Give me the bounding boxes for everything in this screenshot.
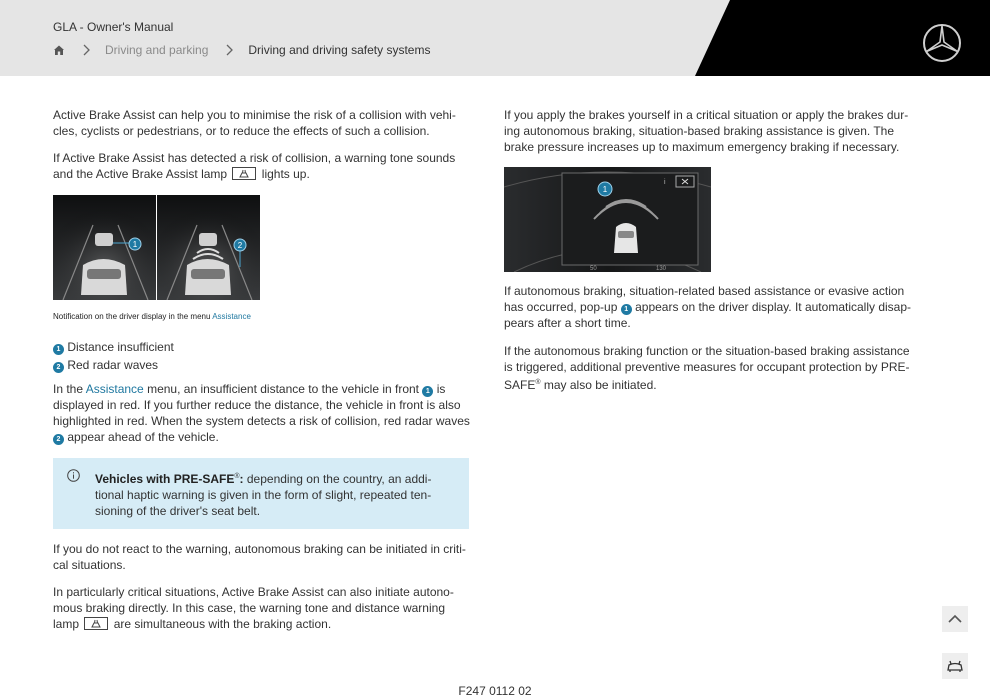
paragraph-line: displayed in red. If you further reduce the distance, the vehicle in front is also	[53, 398, 461, 412]
chevron-right-icon	[224, 44, 234, 56]
critical-paragraph-line2: mous braking directly. In this case, the warning tone and distance warning	[53, 601, 445, 615]
home-icon[interactable]	[53, 44, 65, 56]
paragraph-line: If autonomous braking, situation-related based assistance or evasive action	[504, 284, 905, 298]
brake-assist-lamp-icon	[232, 167, 256, 180]
text-span: depending on the country, an addi-	[243, 472, 432, 486]
info-note-box	[53, 458, 469, 529]
warning-paragraph-line2	[53, 166, 310, 182]
speed-label-50: 50	[590, 266, 597, 272]
text-span: menu, an insufficient distance to the vehicle in front	[147, 382, 420, 396]
mercedes-star-logo	[922, 23, 962, 63]
legend-item-2	[53, 357, 158, 373]
legend-item-1	[53, 339, 174, 355]
breadcrumb-item-driving-and-parking[interactable]: Driving and parking	[105, 43, 209, 57]
driver-display-figure	[53, 195, 260, 300]
paragraph-line	[53, 381, 445, 397]
text-span: In the	[53, 382, 84, 396]
chevron-right-icon	[81, 44, 91, 56]
assistance-link[interactable]: Assistance	[85, 382, 144, 396]
breadcrumb	[53, 43, 430, 57]
distance-warning-lamp-icon	[84, 617, 108, 630]
car-icon	[942, 653, 968, 679]
svg-text:1: 1	[132, 240, 138, 249]
legend-text: Red radar waves	[67, 358, 159, 372]
svg-text:1: 1	[602, 185, 608, 194]
info-line: sioning of the driver's seat belt.	[95, 504, 261, 518]
caption-text: Notification on the driver display in the menu	[53, 312, 211, 321]
marker-1-icon: 1	[621, 304, 632, 315]
paragraph-line	[504, 375, 657, 393]
marker-2-icon: 2	[53, 434, 64, 445]
text-span: has occurred, pop-up	[504, 300, 618, 314]
info-colon: :	[239, 472, 244, 486]
intro-paragraph: Active Brake Assist can help you to minimise the risk of a collision with vehi- cles, cyclists or pedestrians, or to reduce the effects of such a collision.	[53, 108, 456, 138]
marker-1-icon: 1	[422, 386, 433, 397]
breadcrumb-item-current: Driving and driving safety systems	[248, 43, 431, 57]
paragraph-line	[53, 429, 219, 445]
marker-1-icon: 1	[53, 344, 64, 355]
warning-paragraph-line1: If Active Brake Assist has detected a risk of collision, a warning tone sounds	[53, 151, 456, 165]
info-note-text	[95, 469, 445, 519]
page-header	[0, 0, 990, 76]
text-span: lights up.	[261, 167, 310, 181]
popup-display-figure	[504, 167, 711, 272]
figure-code: F247 0112 02	[458, 684, 532, 698]
text-span: SAFE	[504, 378, 536, 392]
info-bold-text: Vehicles with PRE-SAFE	[95, 472, 235, 486]
paragraph-line: is triggered, additional preventive measures for occupant protection by PRE-	[504, 360, 910, 374]
text-span: appear ahead of the vehicle.	[67, 430, 219, 444]
info-icon	[67, 469, 80, 482]
speed-label-130: 130	[656, 266, 667, 272]
manual-title: GLA - Owner's Manual	[53, 20, 174, 34]
paragraph-line: pears after a short time.	[504, 316, 631, 330]
text-span: is	[436, 382, 446, 396]
text-span: lamp	[53, 617, 80, 631]
info-line: tional haptic warning is given in the form of slight, repeated ten-	[95, 488, 432, 502]
registered-mark: ®	[535, 379, 541, 386]
chevron-up-icon	[942, 606, 968, 632]
critical-paragraph-line3	[53, 616, 331, 632]
svg-text:2: 2	[237, 241, 243, 250]
legend-text: Distance insufficient	[67, 340, 174, 354]
text-span: are simultaneous with the braking action.	[113, 617, 332, 631]
paragraph-line	[504, 299, 911, 315]
figure-caption	[53, 312, 251, 321]
assistance-link[interactable]: Assistance	[212, 312, 251, 321]
text-span: and the Active Brake Assist lamp	[53, 167, 228, 181]
critical-paragraph-line1: In particularly critical situations, Active Brake Assist can also initiate autono-	[53, 585, 454, 599]
marker-2-icon: 2	[53, 362, 64, 373]
svg-text:i: i	[664, 179, 666, 186]
paragraph-line: highlighted in red. When the system detects a risk of collision, red radar waves	[53, 414, 470, 428]
paragraph-line: If the autonomous braking function or the situation-based braking assistance	[504, 344, 910, 358]
scroll-to-top-button[interactable]	[942, 606, 968, 632]
brakes-paragraph: If you apply the brakes yourself in a critical situation or apply the brakes dur- ing autonomous braking, situation-based braking assistance is given. The brake pressure increases up to maximum emergency braking if necessary.	[504, 108, 909, 154]
header-black-band	[0, 0, 990, 76]
vehicle-view-button[interactable]	[942, 653, 968, 679]
registered-mark: ®	[234, 473, 240, 480]
react-paragraph: If you do not react to the warning, autonomous braking can be initiated in criti- cal situations.	[53, 542, 466, 572]
text-span: appears on the driver display. It automatically disap-	[635, 300, 912, 314]
text-span: may also be initiated.	[540, 378, 657, 392]
